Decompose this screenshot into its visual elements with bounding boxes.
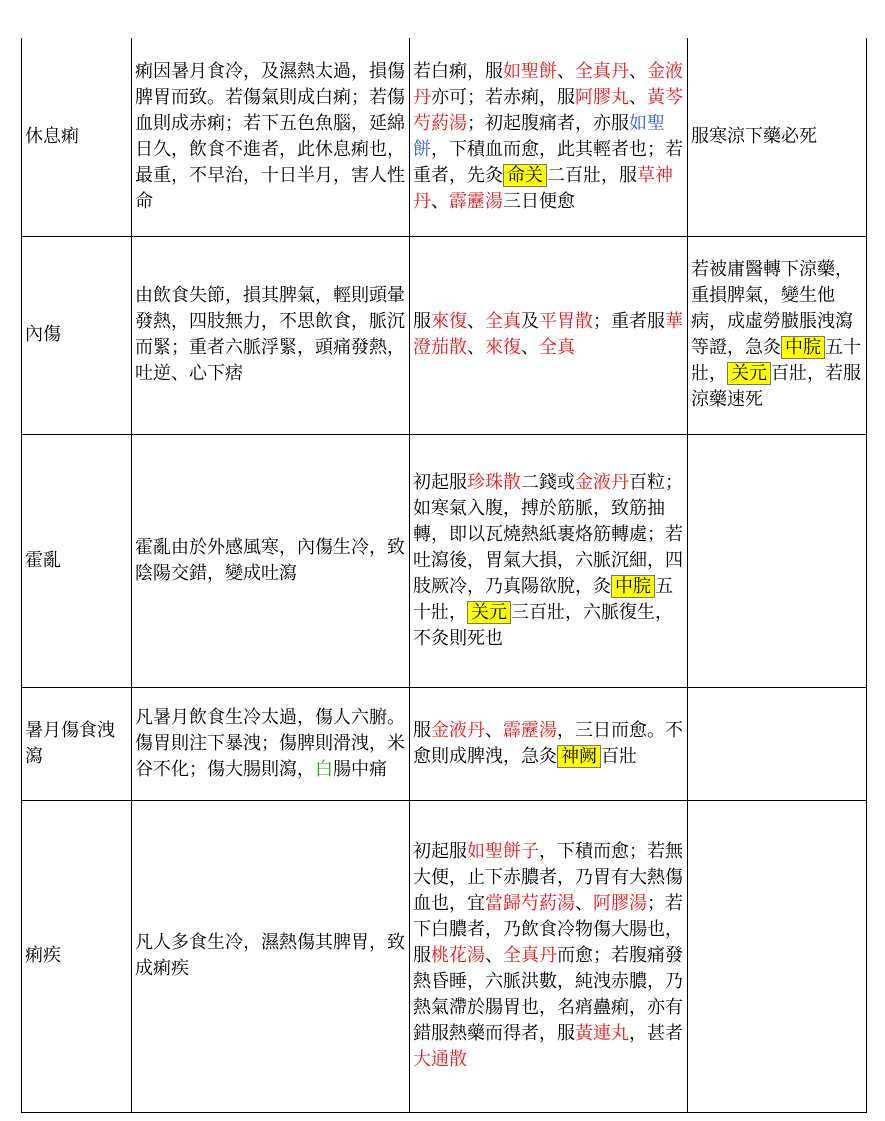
- remedy-table: [21, 38, 867, 1113]
- herb-name: 大通散: [413, 1049, 467, 1070]
- treatment-cell: [410, 236, 688, 434]
- herb-name: 金液丹: [413, 60, 683, 108]
- herb-name: 當歸芍葯湯: [485, 893, 575, 914]
- herb-name: 黃連丸: [575, 1023, 629, 1044]
- text-segment: 霍亂: [25, 549, 61, 571]
- text-segment: 凡暑月飲食生冷太過，傷人六腑。傷胃則注下暴洩；傷脾則滑洩，米谷不化；傷大腸則瀉，: [135, 706, 405, 780]
- text-segment: ，下積而愈；若無大便，止下赤膿者，乃胃有大熱傷血也，宜: [413, 841, 683, 914]
- herb-name: 霹靂湯: [503, 719, 557, 741]
- acupoint-highlight: 中脘: [781, 336, 825, 359]
- text-segment: 、: [629, 86, 647, 108]
- disease-cell: [22, 687, 132, 800]
- treatment-cell: [410, 800, 688, 1112]
- text-segment: 初起服: [413, 471, 467, 493]
- cause-cell: [132, 236, 410, 434]
- text-segment: 服寒涼下藥必死: [691, 125, 817, 147]
- text-segment: 由飲食失節，損其脾氣，輕則頭暈發熱，四肢無力，不思飲食，脈沉而緊；重者六脈浮緊，頭痛發熱，吐逆、心下痞: [135, 285, 405, 384]
- text-segment: 凡人多食生冷，濕熱傷其脾胃，致成痢疾: [135, 932, 405, 979]
- text-segment: 百壯，若服涼藥速死: [691, 363, 861, 410]
- herb-name: 阿膠湯: [593, 893, 647, 914]
- acupoint-highlight: 关元: [727, 362, 771, 385]
- herb-name: 全真丹: [503, 945, 557, 966]
- note-cell: [688, 434, 867, 687]
- text-segment: 休息痢: [25, 125, 79, 147]
- text-segment: 、: [629, 60, 647, 82]
- disease-cell: [22, 236, 132, 434]
- herb-name: 全真: [539, 337, 575, 358]
- herb-name: 全真: [485, 311, 521, 332]
- acupoint-highlight: 中脘: [611, 575, 655, 598]
- note-cell: [688, 687, 867, 800]
- text-segment: 五十壯，: [413, 575, 673, 623]
- cause-cell: [132, 800, 410, 1112]
- acupoint-highlight: 命关: [503, 164, 547, 187]
- acupoint-highlight: 关元: [467, 601, 511, 624]
- text-segment: 若被庸醫轉下涼藥，重損脾氣，變生他病，成虛勞臌脹洩瀉等證，急灸: [691, 259, 853, 358]
- herb-name: 如聖餅子: [467, 841, 539, 862]
- text-segment: 、: [431, 190, 449, 212]
- text-segment: 而愈；若腹痛發熱昏睡，六脈洪數，純洩赤膿，乃熱氣滯於腸胃也，名痟蠱痢，亦有錯服熱藥而得者，服: [413, 945, 683, 1044]
- herb-name: 阿膠丸: [575, 86, 629, 108]
- cause-cell: [132, 38, 410, 236]
- text-segment: 五十壯，: [691, 337, 861, 384]
- text-segment: 、: [467, 311, 485, 332]
- highlighted-char: 白: [315, 758, 333, 780]
- text-segment: 、: [485, 719, 503, 741]
- disease-cell: [22, 434, 132, 687]
- table-row: [22, 38, 867, 236]
- acupoint-highlight: 神阙: [557, 745, 601, 768]
- herb-name: 全真丹: [575, 60, 629, 82]
- text-segment: 服: [413, 719, 431, 741]
- note-cell: [688, 236, 867, 434]
- text-segment: 、: [467, 337, 485, 358]
- note-cell: [688, 38, 867, 236]
- text-segment: 三日便愈: [503, 190, 575, 212]
- herb-name: 華澄茄散: [413, 311, 683, 358]
- herb-name-alt: 如聖餅: [413, 112, 665, 160]
- treatment-cell: [410, 687, 688, 800]
- table-row: [22, 236, 867, 434]
- cause-cell: [132, 434, 410, 687]
- herb-name: 來復: [431, 311, 467, 332]
- herb-name: 平胃散: [539, 311, 593, 332]
- text-segment: 痢疾: [25, 945, 61, 966]
- cause-cell: [132, 687, 410, 800]
- text-segment: ；重者服: [593, 311, 665, 332]
- text-segment: 百粒；如寒氣入腹，搏於筋脈，致筋抽轉，即以瓦燒熱紙裹烙筋轉處；若吐瀉後，胃氣大損，六脈沉細，四肢厥冷，乃真陽欲脫，灸: [413, 471, 683, 597]
- table-row: [22, 687, 867, 800]
- text-segment: 暑月傷食洩瀉: [25, 719, 115, 767]
- text-segment: 服: [413, 311, 431, 332]
- table-row: [22, 800, 867, 1112]
- text-segment: 亦可；若赤痢，服: [431, 86, 575, 108]
- text-segment: 若白痢，服: [413, 60, 503, 82]
- herb-name: 金液丹: [431, 719, 485, 741]
- text-segment: 內傷: [25, 324, 61, 345]
- herb-name: 金液丹: [575, 471, 629, 493]
- text-segment: 及: [521, 311, 539, 332]
- text-segment: 、: [557, 60, 575, 82]
- text-segment: 二錢或: [521, 471, 575, 493]
- text-segment: ，甚者: [629, 1023, 683, 1044]
- herb-name: 來復: [485, 337, 521, 358]
- text-segment: ，下積血而愈，此其輕者也；若重者，先灸: [413, 138, 683, 186]
- treatment-cell: [410, 434, 688, 687]
- text-segment: 初起服: [413, 841, 467, 862]
- treatment-cell: [410, 38, 688, 236]
- text-segment: 、: [521, 337, 539, 358]
- herb-name: 草神丹: [413, 164, 673, 212]
- herb-name: 桃花湯: [431, 945, 485, 966]
- text-segment: ；若下白膿者，乃飲食冷物傷大腸也，服: [413, 893, 683, 966]
- note-cell: [688, 800, 867, 1112]
- text-segment: ，三日而愈。不愈則成脾洩，急灸: [413, 719, 683, 767]
- text-segment: 三百壯，六脈復生，不灸則死也: [413, 601, 673, 649]
- text-segment: 、: [575, 893, 593, 914]
- text-segment: 痢因暑月食冷，及濕熱太過，損傷脾胃而致。若傷氣則成白痢；若傷血則成赤痢；若下五色魚腦，延綿日久，飲食不進者，此休息痢也，最重，不早治，十日半月，害人性命: [135, 60, 405, 212]
- herb-name: 珍珠散: [467, 471, 521, 493]
- text-segment: 百壯: [601, 745, 637, 767]
- herb-name: 黃芩芍葯湯: [413, 86, 683, 134]
- table-row: [22, 434, 867, 687]
- text-segment: 、: [485, 945, 503, 966]
- disease-cell: [22, 38, 132, 236]
- text-segment: 霍亂由於外感風寒，內傷生冷，致陰陽交錯，變成吐瀉: [135, 536, 405, 584]
- disease-cell: [22, 800, 132, 1112]
- text-segment: 二百壯，服: [547, 164, 637, 186]
- text-segment: ；初起腹痛者，亦服: [467, 112, 629, 134]
- herb-name: 如聖餅: [503, 60, 557, 82]
- text-segment: 腸中痛: [333, 758, 387, 780]
- herb-name: 霹靂湯: [449, 190, 503, 212]
